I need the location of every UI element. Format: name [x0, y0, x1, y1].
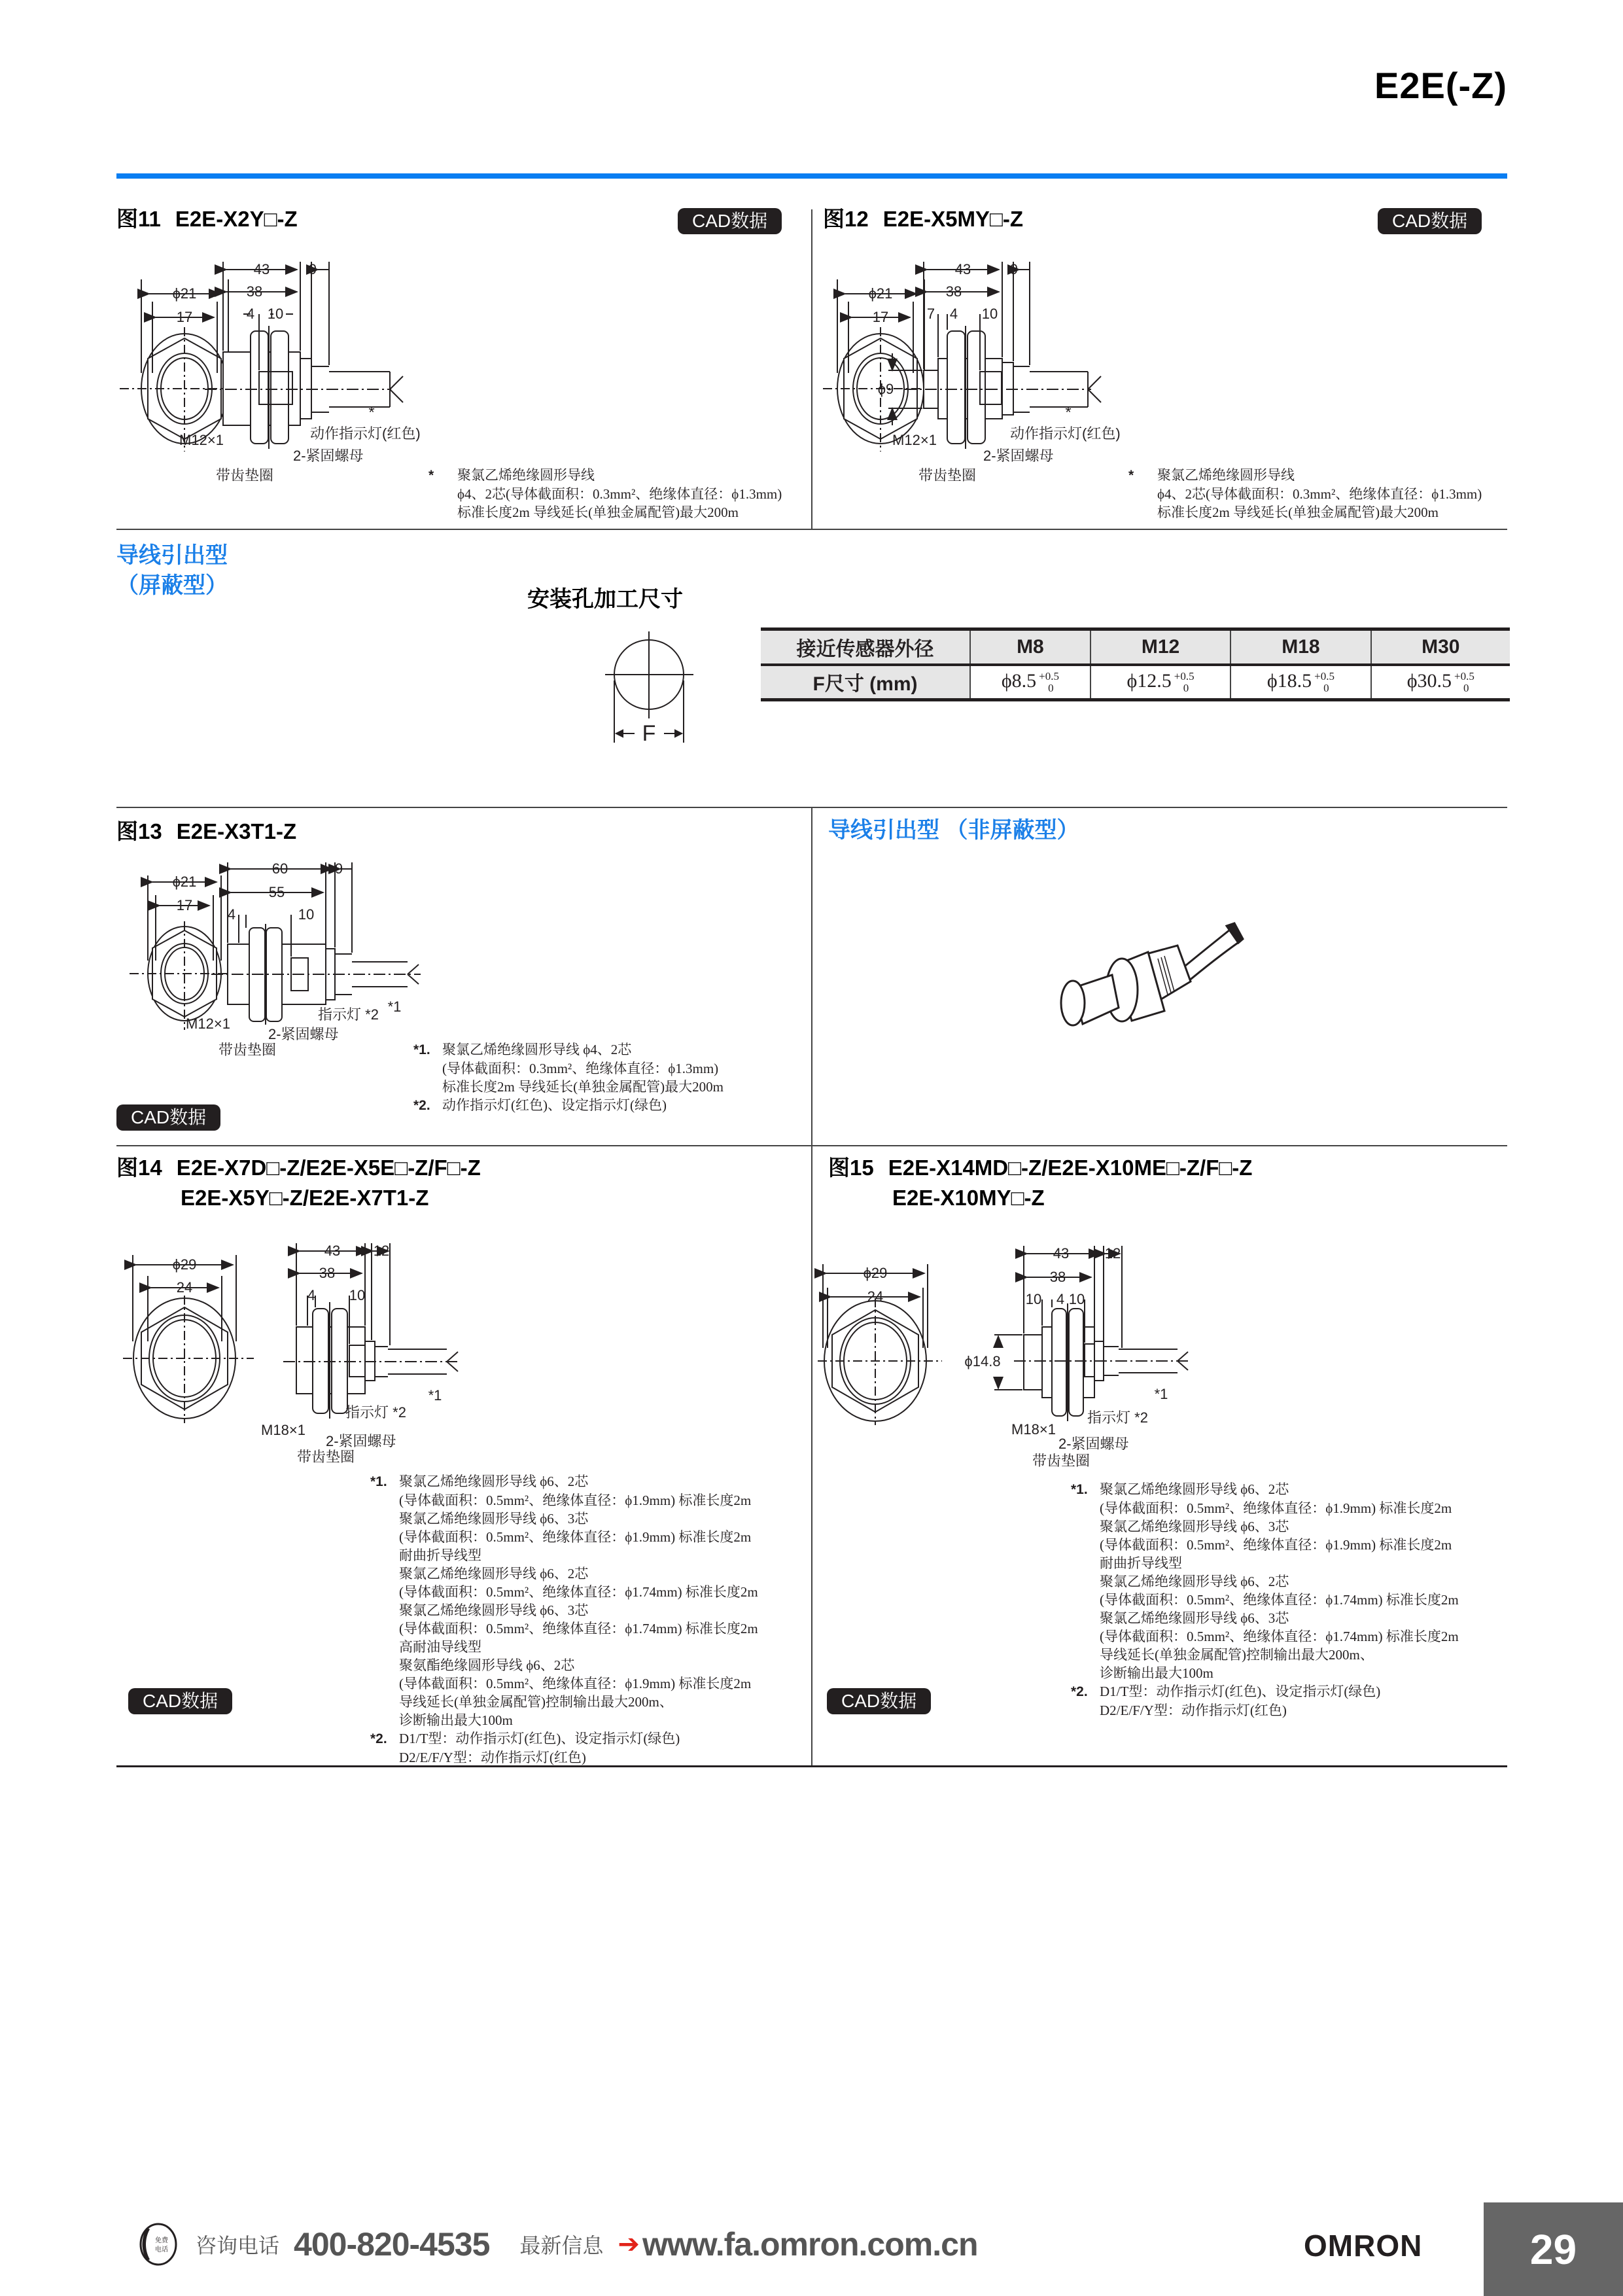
dim-front-outer: ϕ21 [172, 285, 197, 302]
svg-text:12: 12 [1104, 1245, 1121, 1262]
hotline-label: 咨询电话 [196, 2234, 280, 2257]
svg-text:*1: *1 [387, 998, 402, 1015]
svg-text:2-紧固螺母: 2-紧固螺母 [268, 1026, 339, 1042]
table-row-header: 接近传感器外径 [761, 629, 970, 665]
svg-text:带齿垫圈: 带齿垫圈 [218, 1042, 277, 1058]
svg-text:4: 4 [307, 1287, 316, 1303]
svg-text:10: 10 [349, 1287, 366, 1303]
arrow-right-icon: ➔ [618, 2230, 640, 2259]
svg-text:7: 7 [926, 306, 935, 322]
section-heading-unshielded: 导线引出型 （非屏蔽型） [828, 818, 1079, 843]
svg-text:4: 4 [227, 906, 236, 923]
svg-text:ϕ29: ϕ29 [863, 1265, 888, 1281]
mounting-hole-title: 安装孔加工尺寸 [527, 587, 683, 612]
dimension-drawing-fig14 [116, 1237, 810, 1466]
section-heading-shielded: 导线引出型 （屏蔽型） [116, 543, 228, 598]
svg-text:M18×1: M18×1 [261, 1422, 305, 1438]
model-name: E2E-X14MD□-Z/E2E-X10ME□-Z/F□-Z [888, 1156, 1253, 1180]
sensor-product-illustration [1043, 906, 1292, 1044]
svg-text:4: 4 [1056, 1291, 1065, 1307]
table-cell: ϕ12.5 +0.5 0 [1091, 665, 1230, 700]
svg-text:38: 38 [319, 1265, 336, 1281]
model-name: E2E-X7D□-Z/E2E-X5E□-Z/F□-Z [176, 1156, 481, 1180]
divider [116, 1145, 1507, 1146]
svg-text:ϕ14.8: ϕ14.8 [964, 1353, 1001, 1369]
hotline-number[interactable]: 400-820-4535 [294, 2226, 490, 2263]
figure-title-13 [116, 817, 296, 847]
model-name: E2E-X2Y□-Z [175, 207, 298, 231]
title-rule [116, 173, 1507, 179]
svg-text:带齿垫圈: 带齿垫圈 [296, 1449, 355, 1465]
svg-text:*1: *1 [428, 1387, 442, 1404]
model-name: E2E-X10MY□-Z [892, 1186, 1045, 1210]
svg-text:M12×1: M12×1 [892, 432, 937, 448]
model-name: E2E-X5Y□-Z/E2E-X7T1-Z [181, 1186, 429, 1210]
svg-text:60: 60 [271, 860, 288, 877]
figure-title-15 [828, 1153, 1252, 1213]
svg-text:带齿垫圈: 带齿垫圈 [918, 467, 977, 484]
svg-text:F: F [642, 721, 656, 746]
divider [116, 1765, 1507, 1767]
svg-text:4: 4 [949, 306, 958, 322]
svg-text:M12×1: M12×1 [179, 432, 224, 448]
info-label: 最新信息 [519, 2234, 604, 2257]
figure-number: 图13 [116, 819, 162, 843]
cad-data-button[interactable]: CAD数据 [1378, 208, 1482, 234]
svg-text:10: 10 [981, 306, 998, 322]
cad-data-button[interactable]: CAD数据 [116, 1104, 220, 1131]
figure-number: 图11 [116, 207, 161, 231]
footer-contact [134, 2218, 977, 2270]
model-name: E2E-X5MY□-Z [882, 207, 1024, 231]
figure-title-12 [823, 204, 1023, 234]
cad-data-button[interactable]: CAD数据 [827, 1688, 931, 1714]
model-name: E2E-X3T1-Z [176, 819, 297, 843]
figure-number: 图12 [823, 207, 869, 231]
svg-text:指示灯 *2: 指示灯 *2 [1087, 1409, 1148, 1426]
free-phone-icon [134, 2221, 180, 2267]
svg-text:43: 43 [1053, 1245, 1070, 1262]
cad-data-button[interactable]: CAD数据 [678, 208, 782, 234]
svg-text:24: 24 [176, 1279, 193, 1296]
table-cell: ϕ30.5 +0.5 0 [1371, 665, 1510, 700]
svg-text:10: 10 [298, 906, 315, 923]
svg-text:55: 55 [268, 884, 285, 900]
svg-text:38: 38 [945, 283, 962, 300]
svg-text:2-紧固螺母: 2-紧固螺母 [326, 1433, 396, 1449]
website-link[interactable]: www.fa.omron.com.cn [642, 2226, 978, 2263]
svg-text:43: 43 [954, 261, 971, 277]
svg-text:*: * [1065, 404, 1072, 421]
mounting-hole-diagram [602, 628, 700, 752]
fig11-notes: * 聚氯乙烯绝缘圆形导线 ϕ4、2芯(导体截面积：0.3mm²、绝缘体直径：ϕ1.3mm) 标准长度2m 导线延长(单独金属配管)最大200m [428, 467, 782, 520]
svg-text:2-紧固螺母: 2-紧固螺母 [293, 448, 364, 464]
svg-text:9: 9 [334, 860, 343, 877]
page-number: 29 [1484, 2202, 1623, 2296]
svg-text:17: 17 [872, 309, 889, 325]
svg-text:17: 17 [176, 897, 193, 913]
figure-number: 图14 [116, 1156, 162, 1180]
svg-text:17: 17 [176, 309, 193, 325]
figure-number: 图15 [828, 1156, 874, 1180]
svg-text:ϕ21: ϕ21 [868, 285, 893, 302]
svg-text:38: 38 [1049, 1269, 1066, 1285]
cad-data-button[interactable]: CAD数据 [128, 1688, 232, 1714]
svg-text:动作指示灯(红色): 动作指示灯(红色) [1010, 425, 1121, 442]
figure-title-11 [116, 204, 298, 234]
divider [811, 209, 812, 529]
svg-text:38: 38 [246, 283, 263, 300]
svg-text:*1: *1 [1154, 1386, 1168, 1402]
fig12-notes: * 聚氯乙烯绝缘圆形导线 ϕ4、2芯(导体截面积：0.3mm²、绝缘体直径：ϕ1.3mm) 标准长度2m 导线延长(单独金属配管)最大200m [1128, 467, 1482, 520]
svg-text:指示灯 *2: 指示灯 *2 [318, 1006, 379, 1023]
svg-text:M12×1: M12×1 [186, 1016, 230, 1032]
dimension-drawing-fig15 [818, 1243, 1511, 1472]
svg-text:带齿垫圈: 带齿垫圈 [215, 467, 274, 484]
table-cell: ϕ8.5 +0.5 0 [970, 665, 1091, 700]
table-cell: ϕ18.5 +0.5 0 [1230, 665, 1370, 700]
page-title: E2E(-Z) [1374, 65, 1507, 106]
svg-text:10: 10 [1068, 1291, 1085, 1307]
svg-text:12: 12 [373, 1243, 390, 1259]
svg-text:*: * [368, 404, 375, 421]
svg-text:M18×1: M18×1 [1011, 1421, 1056, 1438]
divider [811, 807, 812, 1765]
svg-text:带齿垫圈: 带齿垫圈 [1032, 1453, 1091, 1469]
svg-text:指示灯 *2: 指示灯 *2 [345, 1404, 406, 1421]
svg-text:43: 43 [324, 1243, 341, 1259]
fig15-notes: *1. 聚氯乙烯绝缘圆形导线 ϕ6、2芯 (导体截面积：0.5mm²、绝缘体直径：ϕ1.9mm) 标准长度2m 聚氯乙烯绝缘圆形导线 ϕ6、3芯 (导体截面积：0.5mm²、绝缘体直径：ϕ1.9mm) 标准长度2m 耐曲折导线型 聚氯乙烯绝缘圆形导线 ϕ6、2芯 (导体截面积：0.5mm²、绝缘体直径：ϕ1.74mm) 标准长度2m 聚氯乙烯绝缘圆形导线 ϕ6、3芯 (导体截面积：0.5mm²、绝缘体直径：ϕ1.74mm) 标准长度2m 导线延长(单独金属配管)控制输出最大200m、 诊断输出最大100m *2. D1/T型：动作指示灯(红色)、设定指示灯(绿色) D2/E/F/Y型：动作指示灯(红色) [1071, 1481, 1459, 1718]
svg-text:ϕ29: ϕ29 [172, 1256, 197, 1273]
mounting-hole-table: 接近传感器外径 M8 M12 M18 M30 F尺寸 (mm) ϕ8.5 +0.5 0 ϕ12.5 +0.5 0 ϕ18.5 +0.5 0 ϕ30.5 +0.5 0 [761, 627, 1510, 701]
svg-text:9: 9 [1009, 261, 1019, 277]
fig14-notes: *1. 聚氯乙烯绝缘圆形导线 ϕ6、2芯 (导体截面积：0.5mm²、绝缘体直径：ϕ1.9mm) 标准长度2m 聚氯乙烯绝缘圆形导线 ϕ6、3芯 (导体截面积：0.5mm²、绝缘体直径：ϕ1.9mm) 标准长度2m 耐曲折导线型 聚氯乙烯绝缘圆形导线 ϕ6、2芯 (导体截面积：0.5mm²、绝缘体直径：ϕ1.74mm) 标准长度2m 聚氯乙烯绝缘圆形导线 ϕ6、3芯 (导体截面积：0.5mm²、绝缘体直径：ϕ1.74mm) 标准长度2m 高耐油导线型 聚氨酯绝缘圆形导线 ϕ6、2芯 (导体截面积：0.5mm²、绝缘体直径：ϕ1.9mm) 标准长度2m 导线延长(单独金属配管)控制输出最大200m、 诊断输出最大100m *2. D1/T型：动作指示灯(红色)、设定指示灯(绿色) D2/E/F/Y型：动作指示灯(红色) [370, 1474, 758, 1765]
svg-text:24: 24 [867, 1288, 884, 1305]
svg-text:ϕ21: ϕ21 [172, 874, 197, 890]
table-row-header: F尺寸 (mm) [761, 665, 970, 700]
svg-text:9: 9 [308, 261, 317, 277]
svg-text:2-紧固螺母: 2-紧固螺母 [983, 448, 1054, 464]
figure-title-14 [116, 1153, 481, 1213]
svg-text:10: 10 [1025, 1291, 1042, 1307]
svg-text:免费: 免费 [155, 2237, 168, 2244]
svg-text:43: 43 [253, 261, 270, 277]
omron-logo: OMRON [1304, 2229, 1423, 2263]
svg-text:电话: 电话 [155, 2246, 168, 2253]
svg-text:4: 4 [246, 306, 255, 322]
svg-text:动作指示灯(红色): 动作指示灯(红色) [310, 425, 421, 442]
svg-text:10: 10 [267, 306, 284, 322]
svg-text:ϕ9: ϕ9 [877, 381, 894, 397]
svg-text:2-紧固螺母: 2-紧固螺母 [1058, 1436, 1129, 1452]
fig13-notes: *1. 聚氯乙烯绝缘圆形导线 ϕ4、2芯 (导体截面积：0.3mm²、绝缘体直径：ϕ1.3mm) 标准长度2m 导线延长(单独金属配管)最大200m *2. 动作指示灯(红色)、设定指示灯(绿色) [413, 1042, 724, 1113]
